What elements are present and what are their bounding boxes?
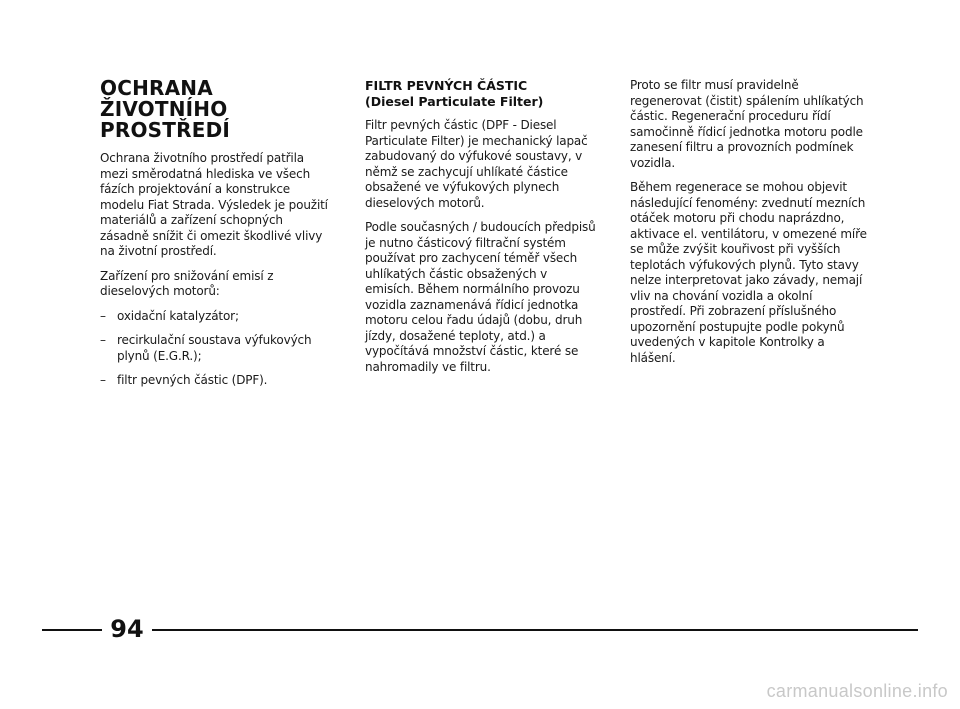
footer-rule-right — [152, 629, 918, 631]
subsection-heading-line1: FILTR PEVNÝCH ČÁSTIC — [365, 78, 528, 93]
list-item-text: filtr pevných částic (DPF). — [117, 373, 268, 387]
intro-paragraph: Ochrana životního prostředí patřila mezi směrodatná hlediska ve všech fázích projektování a konstrukce modelu Fiat Strada. Výsledek je použití materiálů a zařízení schopných zásadně snížit či omezit škodlivé vlivy na životní prostředí. — [100, 151, 328, 258]
subsection-heading — [365, 78, 597, 110]
emission-devices-list — [100, 309, 332, 389]
column-dpf — [365, 78, 597, 384]
column-regeneration — [630, 78, 868, 375]
list-dash: – — [100, 333, 106, 347]
watermark: carmanualsonline.info — [766, 681, 948, 701]
regeneration-paragraph: Proto se filtr musí pravidelně regenerovat (čistit) spálením uhlíkatých částic. Regenerační proceduru řídí samočinně řídicí jednotka motoru podle zanesení filtru a provozních podmínek vozidla. — [630, 78, 864, 170]
list-item — [100, 309, 332, 325]
dpf-regulation-paragraph: Podle současných / budoucích předpisů je nutno částicový filtrační systém používat pro zachycení téměř všech uhlíkatých částic obsažených v emisích. Během normálního provozu vozidla zaznamenává řídicí jednotka motoru celou řadu údajů (dobu, druh jízdy, dosažené teploty, atd.) a vypočítává množství částic, které se nahromadily ve filtru. — [365, 220, 596, 374]
list-item-text: oxidační katalyzátor; — [117, 308, 239, 323]
list-item — [100, 333, 332, 364]
list-dash: – — [100, 373, 106, 387]
dpf-description-paragraph: Filtr pevných částic (DPF - Diesel Particulate Filter) je mechanický lapač zabudovaný do výfukové soustavy, v němž se zachycují uhlíkaté částice obsažené ve výfukových plynech dieselových motorů. — [365, 118, 588, 210]
list-item — [100, 373, 332, 389]
list-dash: – — [100, 308, 106, 323]
footer-rule-left — [42, 629, 102, 631]
regeneration-phenomena-paragraph: Během regenerace se mohou objevit následující fenomény: zvednutí mezních otáček motoru při chodu naprázdno, aktivace el. ventilátoru, v omezené míře se může zvýšit kouřivost při vyšších teplotách výfukových plynů. Tyto stavy nelze interpretovat jako závady, nemají vliv na chování vozidla a okolní prostředí. Při zobrazení příslušného upozornění postupujte podle pokynů uvedených v kapitole Kontrolky a hlášení. — [630, 180, 867, 365]
section-title-line2: PROSTŘEDÍ — [100, 118, 231, 142]
section-title-line1: OCHRANA ŽIVOTNÍHO — [100, 76, 228, 121]
page-number: 94 — [110, 615, 144, 643]
emission-devices-paragraph: Zařízení pro snižování emisí z dieselových motorů: — [100, 268, 274, 298]
list-item-text: recirkulační soustava výfukových plynů (E.G.R.); — [117, 333, 312, 363]
column-environment — [100, 78, 332, 398]
subsection-heading-line2: (Diesel Particulate Filter) — [365, 94, 544, 109]
section-title — [100, 78, 332, 141]
